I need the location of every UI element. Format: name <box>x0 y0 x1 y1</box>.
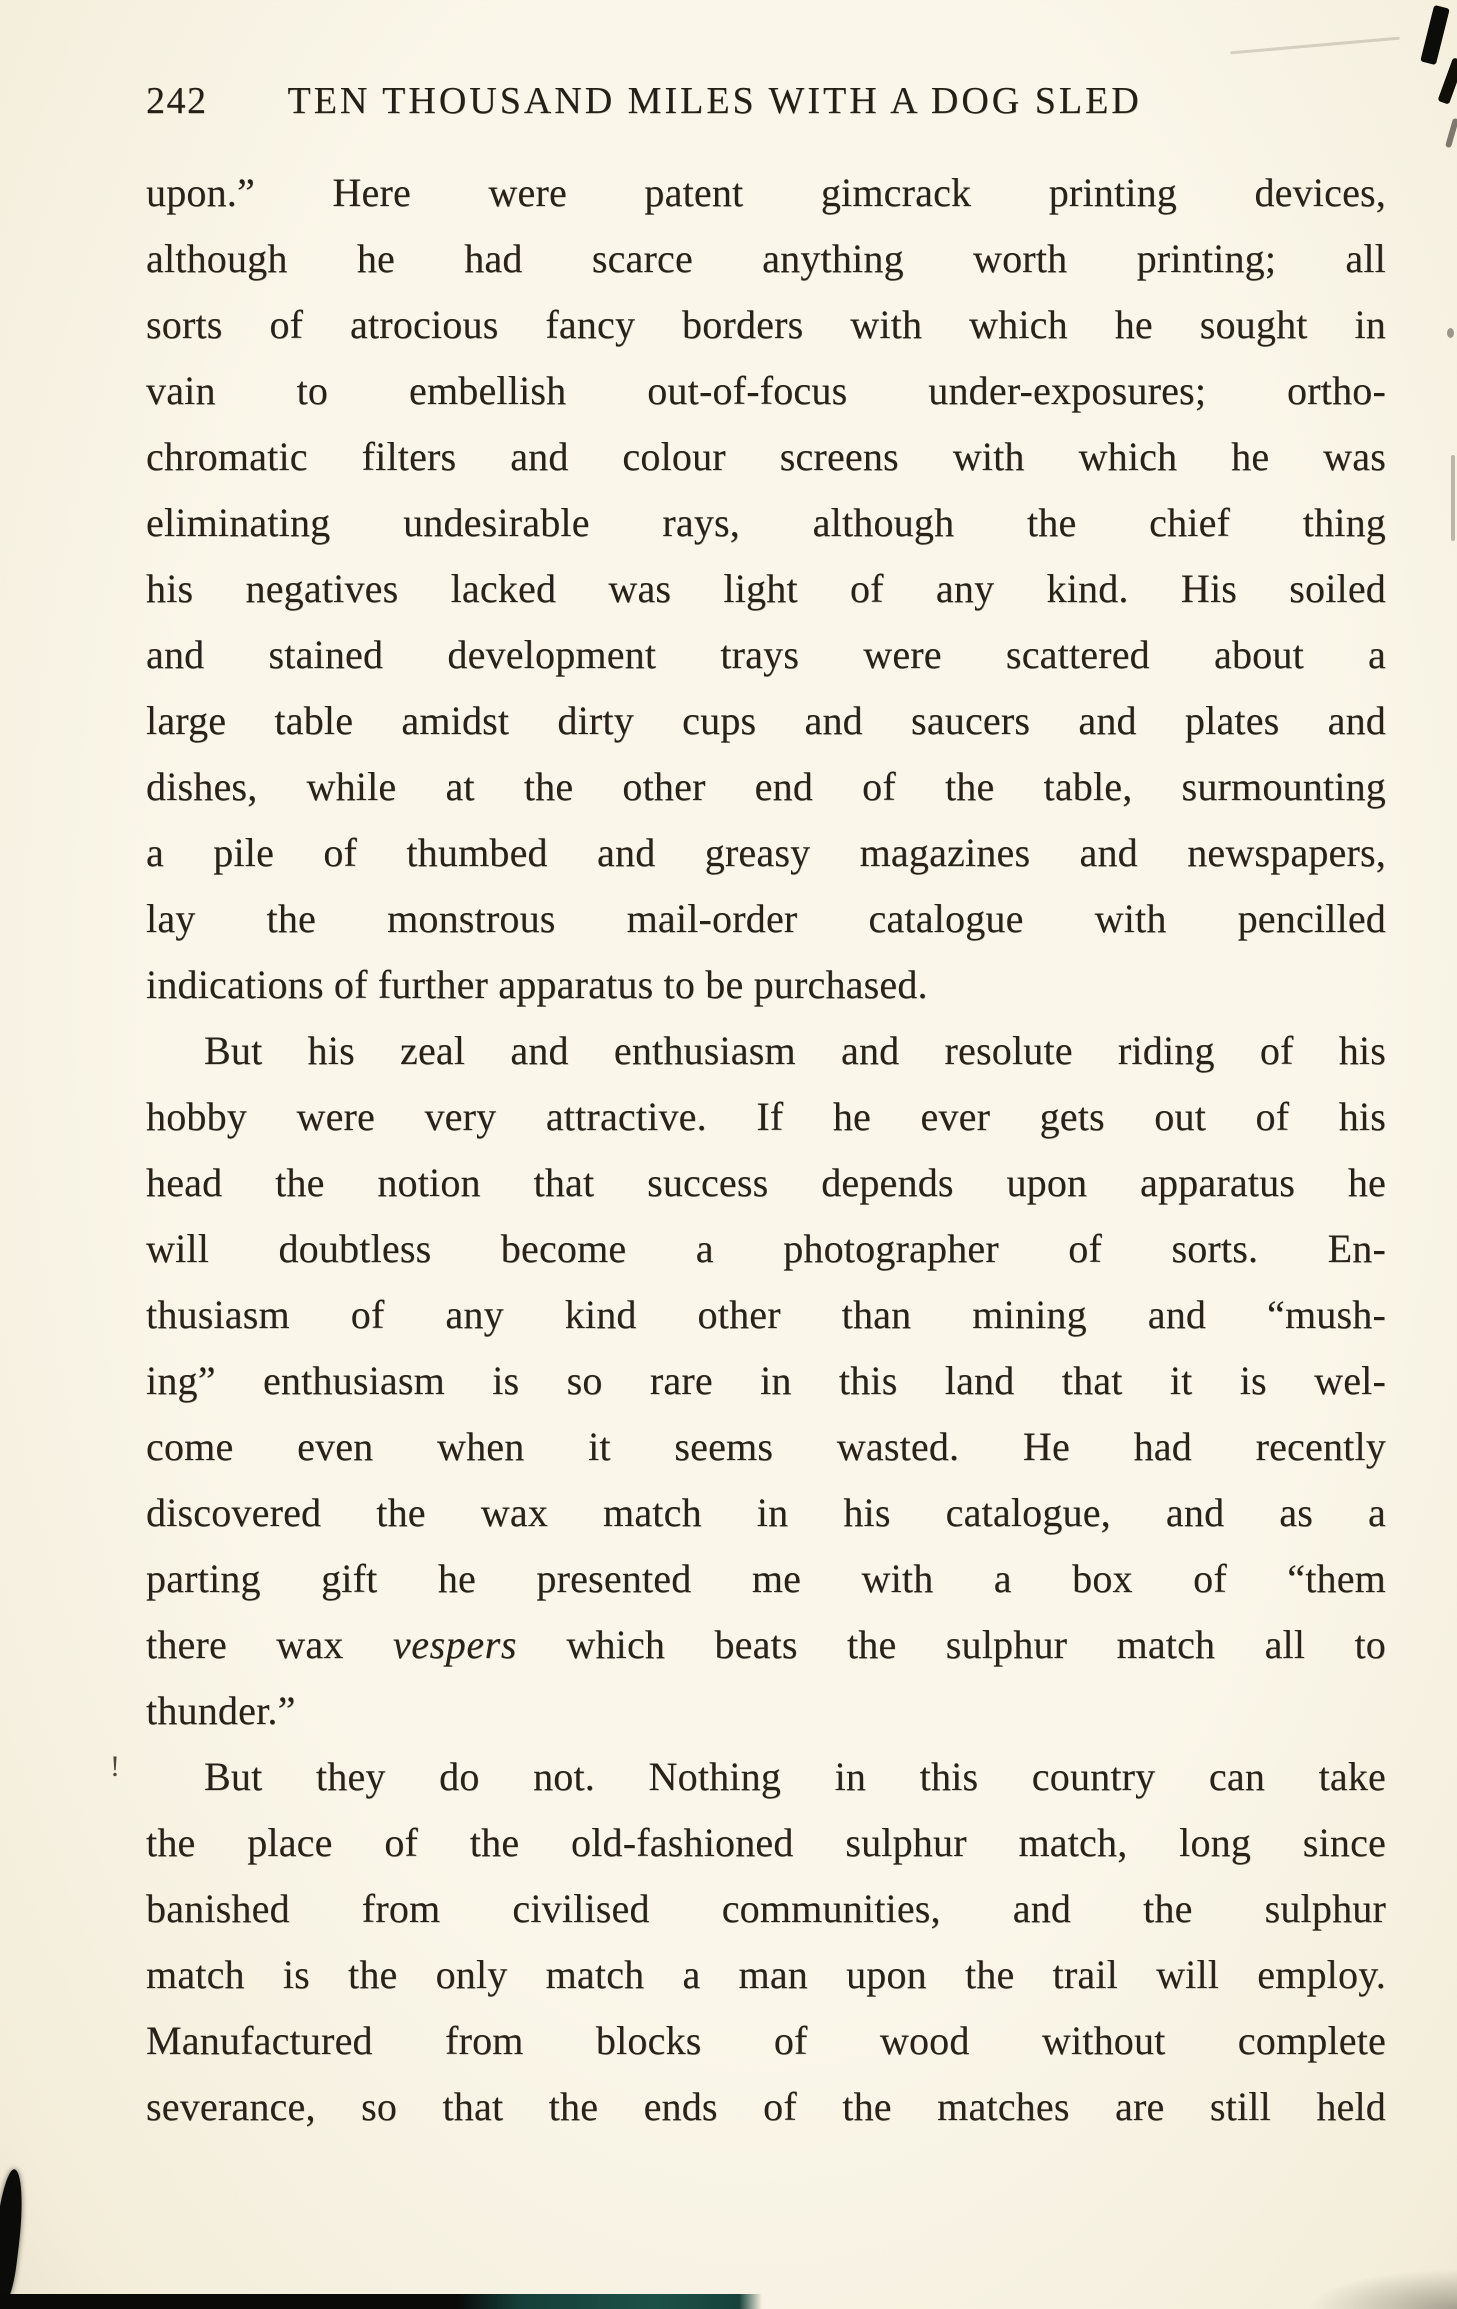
text-line: match is the only match a man upon the trail will employ. <box>146 1952 1386 1997</box>
scan-shadow-line-top <box>1230 37 1400 55</box>
text-line: upon.” Here were patent gimcrack printing devices, <box>146 170 1386 215</box>
text-line: But they do not. Nothing in this country can take <box>204 1754 1386 1799</box>
text-line: But his zeal and enthusiasm and resolute riding of his <box>204 1028 1386 1073</box>
scan-shadow-bottom-right <box>1307 2269 1457 2309</box>
text-line: there wax vespers which beats the sulphur match all to <box>146 1622 1386 1667</box>
text-line: head the notion that success depends upon apparatus he <box>146 1160 1386 1205</box>
text-line: discovered the wax match in his catalogue, and as a <box>146 1490 1386 1535</box>
text-line: lay the monstrous mail-order catalogue with pencilled <box>146 896 1386 941</box>
body-text <box>146 160 1386 2140</box>
text-line: sorts of atrocious fancy borders with which he sought in <box>146 302 1386 347</box>
text-line: eliminating undesirable rays, although the chief thing <box>146 500 1386 545</box>
text-line: vain to embellish out-of-focus under-exposures; ortho- <box>146 368 1386 413</box>
scan-blot-bottom-left <box>0 2168 28 2302</box>
text-line: and stained development trays were scattered about a <box>146 632 1386 677</box>
scan-edge-strip-bottom <box>0 2294 762 2309</box>
text-line: thusiasm of any kind other than mining and “mush- <box>146 1292 1386 1337</box>
text-line: ing” enthusiasm is so rare in this land that it is wel- <box>146 1358 1386 1403</box>
scan-speck-right-edge <box>1447 328 1454 338</box>
text-line: severance, so that the ends of the matches are still held <box>146 2084 1386 2129</box>
scan-ink-mark-top-right-1 <box>1420 5 1450 65</box>
text-line: thunder.” <box>146 1688 296 1733</box>
text-line: a pile of thumbed and greasy magazines and newspapers, <box>146 830 1386 875</box>
text-line: large table amidst dirty cups and saucers and plates and <box>146 698 1386 743</box>
scan-ink-mark-top-right-2 <box>1437 57 1457 104</box>
page-header <box>146 76 1386 126</box>
text-line: the place of the old-fashioned sulphur match, long since <box>146 1820 1386 1865</box>
text-block <box>146 76 1386 2140</box>
running-title: TEN THOUSAND MILES WITH A DOG SLED <box>287 80 1142 122</box>
text-line: chromatic filters and colour screens with which he was <box>146 434 1386 479</box>
text-line: indications of further apparatus to be purchased. <box>146 962 928 1007</box>
text-line: dishes, while at the other end of the table, surmounting <box>146 764 1386 809</box>
text-line: banished from civilised communities, and the sulphur <box>146 1886 1386 1931</box>
margin-pencil-mark: ! <box>110 1750 120 1783</box>
text-line: parting gift he presented me with a box of “them <box>146 1556 1386 1601</box>
text-line: his negatives lacked was light of any kind. His soiled <box>146 566 1386 611</box>
text-line: hobby were very attractive. If he ever gets out of his <box>146 1094 1386 1139</box>
page-number: 242 <box>146 80 208 122</box>
text-line: will doubtless become a photographer of sorts. En- <box>146 1226 1386 1271</box>
text-line: although he had scarce anything worth printing; all <box>146 236 1386 281</box>
scan-smudge-right-edge <box>1451 455 1455 541</box>
text-line: come even when it seems wasted. He had recently <box>146 1424 1386 1469</box>
scan-ink-mark-top-right-3 <box>1445 118 1457 148</box>
text-line: Manufactured from blocks of wood without complete <box>146 2018 1386 2063</box>
